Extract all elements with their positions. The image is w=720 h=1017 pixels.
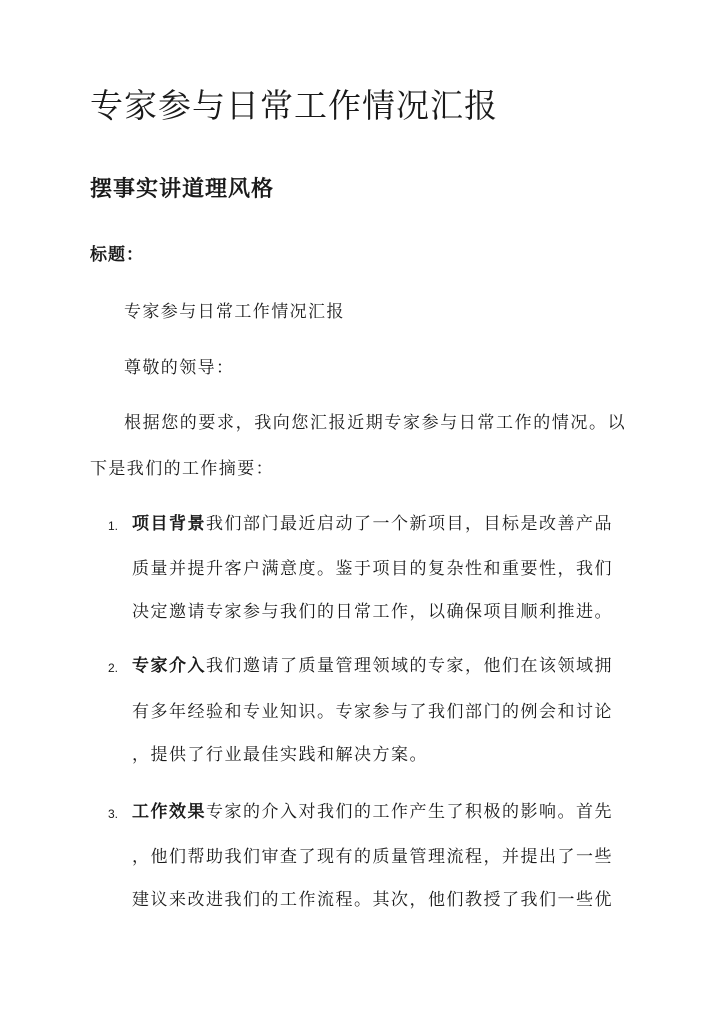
- list-item-heading: 专家介入: [132, 656, 206, 676]
- list-item-line: 建议来改进我们的工作流程。其次，他们教授了我们一些优: [132, 890, 613, 910]
- list-item-number: 3.: [108, 807, 119, 821]
- list-item-text: 我们部门最近启动了一个新项目，目标是改善产品: [206, 514, 613, 534]
- list-item-heading: 项目背景: [132, 514, 206, 534]
- title-label: 标题：: [90, 245, 144, 265]
- list-item-line: [132, 652, 613, 680]
- list-item-line: [132, 798, 613, 826]
- list-item-line: 质量并提升客户满意度。鉴于项目的复杂性和重要性，我们: [132, 559, 613, 579]
- document-subtitle: 摆事实讲道理风格: [90, 176, 275, 202]
- list-item-heading: 工作效果: [132, 802, 206, 822]
- document-title: 专家参与日常工作情况汇报: [90, 86, 498, 125]
- heading-repeat-paragraph: 专家参与日常工作情况汇报: [124, 302, 345, 322]
- list-item-text: 专家的介入对我们的工作产生了积极的影响。首先: [206, 802, 613, 822]
- greeting-paragraph: 尊敬的领导：: [124, 358, 235, 378]
- list-item-line: ，他们帮助我们审查了现有的质量管理流程，并提出了一些: [132, 847, 613, 867]
- intro-paragraph-line-1: 根据您的要求，我向您汇报近期专家参与日常工作的情况。以: [124, 413, 627, 433]
- list-item-text: 我们邀请了质量管理领域的专家，他们在该领域拥: [206, 656, 613, 676]
- list-item-line: 有多年经验和专业知识。专家参与了我们部门的例会和讨论: [132, 702, 613, 722]
- list-item-number: 1.: [108, 519, 119, 533]
- intro-paragraph-line-2: 下是我们的工作摘要：: [90, 459, 274, 479]
- list-item-number: 2.: [108, 661, 119, 675]
- list-item-line: ，提供了行业最佳实践和解决方案。: [132, 745, 428, 765]
- list-item-line: 决定邀请专家参与我们的日常工作，以确保项目顺利推进。: [132, 602, 613, 622]
- list-item-line: [132, 510, 613, 538]
